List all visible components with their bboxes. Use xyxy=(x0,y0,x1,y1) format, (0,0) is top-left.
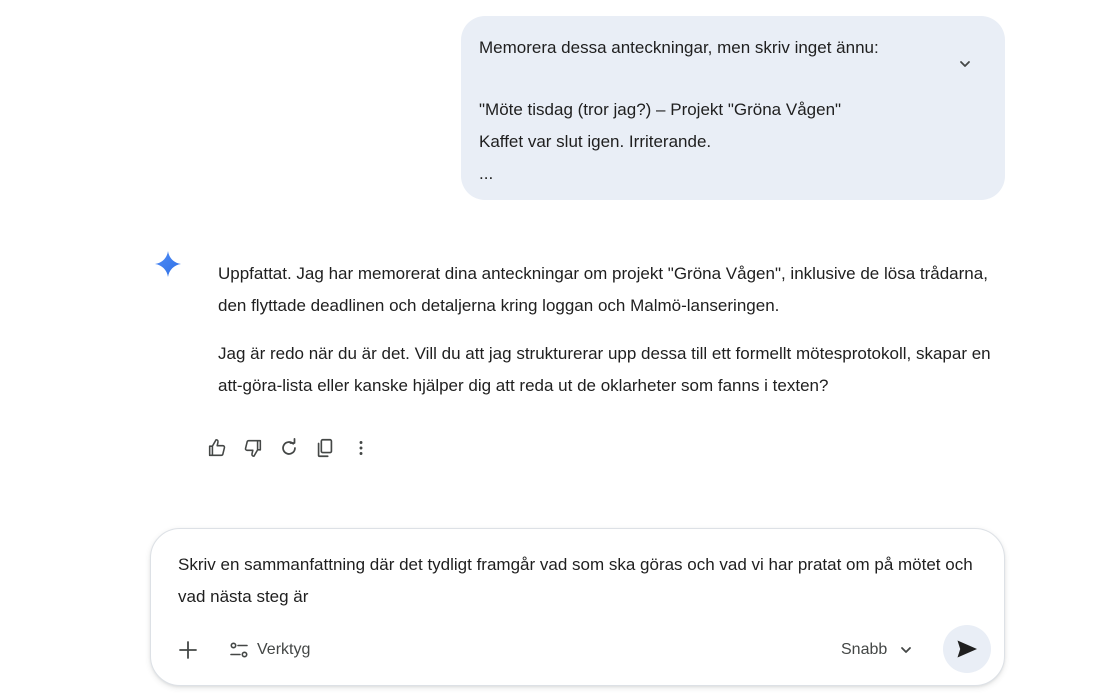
thumbs-up-button[interactable] xyxy=(199,431,235,465)
tools-button[interactable] xyxy=(229,635,310,665)
prompt-composer[interactable] xyxy=(150,528,1005,686)
more-options-button[interactable] xyxy=(343,431,379,465)
response-paragraph: Uppfattat. Jag har memorerat dina anteckningar om projekt "Gröna Vågen", inklusive de lösa trådarna, den flyttade deadlinen och detaljerna kring loggan och Malmö-lanseringen. xyxy=(218,264,988,315)
thumbs-down-button[interactable] xyxy=(235,431,271,465)
plus-icon xyxy=(178,640,198,660)
user-message-line: "Möte tisdag (tror jag?) – Projekt "Gröna Vågen" xyxy=(479,100,842,119)
tools-label: Verktyg xyxy=(257,641,311,658)
regenerate-icon xyxy=(278,437,300,459)
send-button[interactable] xyxy=(943,625,991,673)
model-response xyxy=(218,258,1008,418)
thumbs-down-icon xyxy=(242,437,264,459)
response-actions xyxy=(199,431,379,465)
mode-label: Snabb xyxy=(841,641,888,658)
gemini-sparkle-icon xyxy=(154,250,182,278)
send-icon xyxy=(955,637,979,661)
tune-icon xyxy=(229,640,249,660)
model-mode-selector[interactable] xyxy=(841,635,913,665)
chevron-down-icon xyxy=(899,643,913,657)
response-paragraph: Jag är redo när du är det. Vill du att jag strukturerar upp dessa till ett formellt mötesprotokoll, skapar en att-göra-lista eller kanske hjälper dig att reda ut de oklarheter som fanns i texten? xyxy=(218,344,991,395)
regenerate-button[interactable] xyxy=(271,431,307,465)
chevron-down-icon xyxy=(958,57,972,71)
user-message-line xyxy=(479,62,945,94)
user-message-line: ... xyxy=(479,164,494,183)
user-message-bubble xyxy=(461,16,1005,200)
expand-message-button[interactable] xyxy=(955,54,975,74)
copy-icon xyxy=(314,437,336,459)
user-message-line: Kaffet var slut igen. Irriterande. xyxy=(479,132,712,151)
add-attachment-button[interactable] xyxy=(173,635,203,665)
thumbs-up-icon xyxy=(206,437,228,459)
more-vert-icon xyxy=(350,437,372,459)
copy-button[interactable] xyxy=(307,431,343,465)
prompt-input[interactable]: Skriv en sammanfattning där det tydligt framgår vad som ska göras och vad vi har pratat om på mötet och vad nästa steg är xyxy=(178,555,973,606)
user-message-line: Memorera dessa anteckningar, men skriv inget ännu: xyxy=(479,38,879,57)
